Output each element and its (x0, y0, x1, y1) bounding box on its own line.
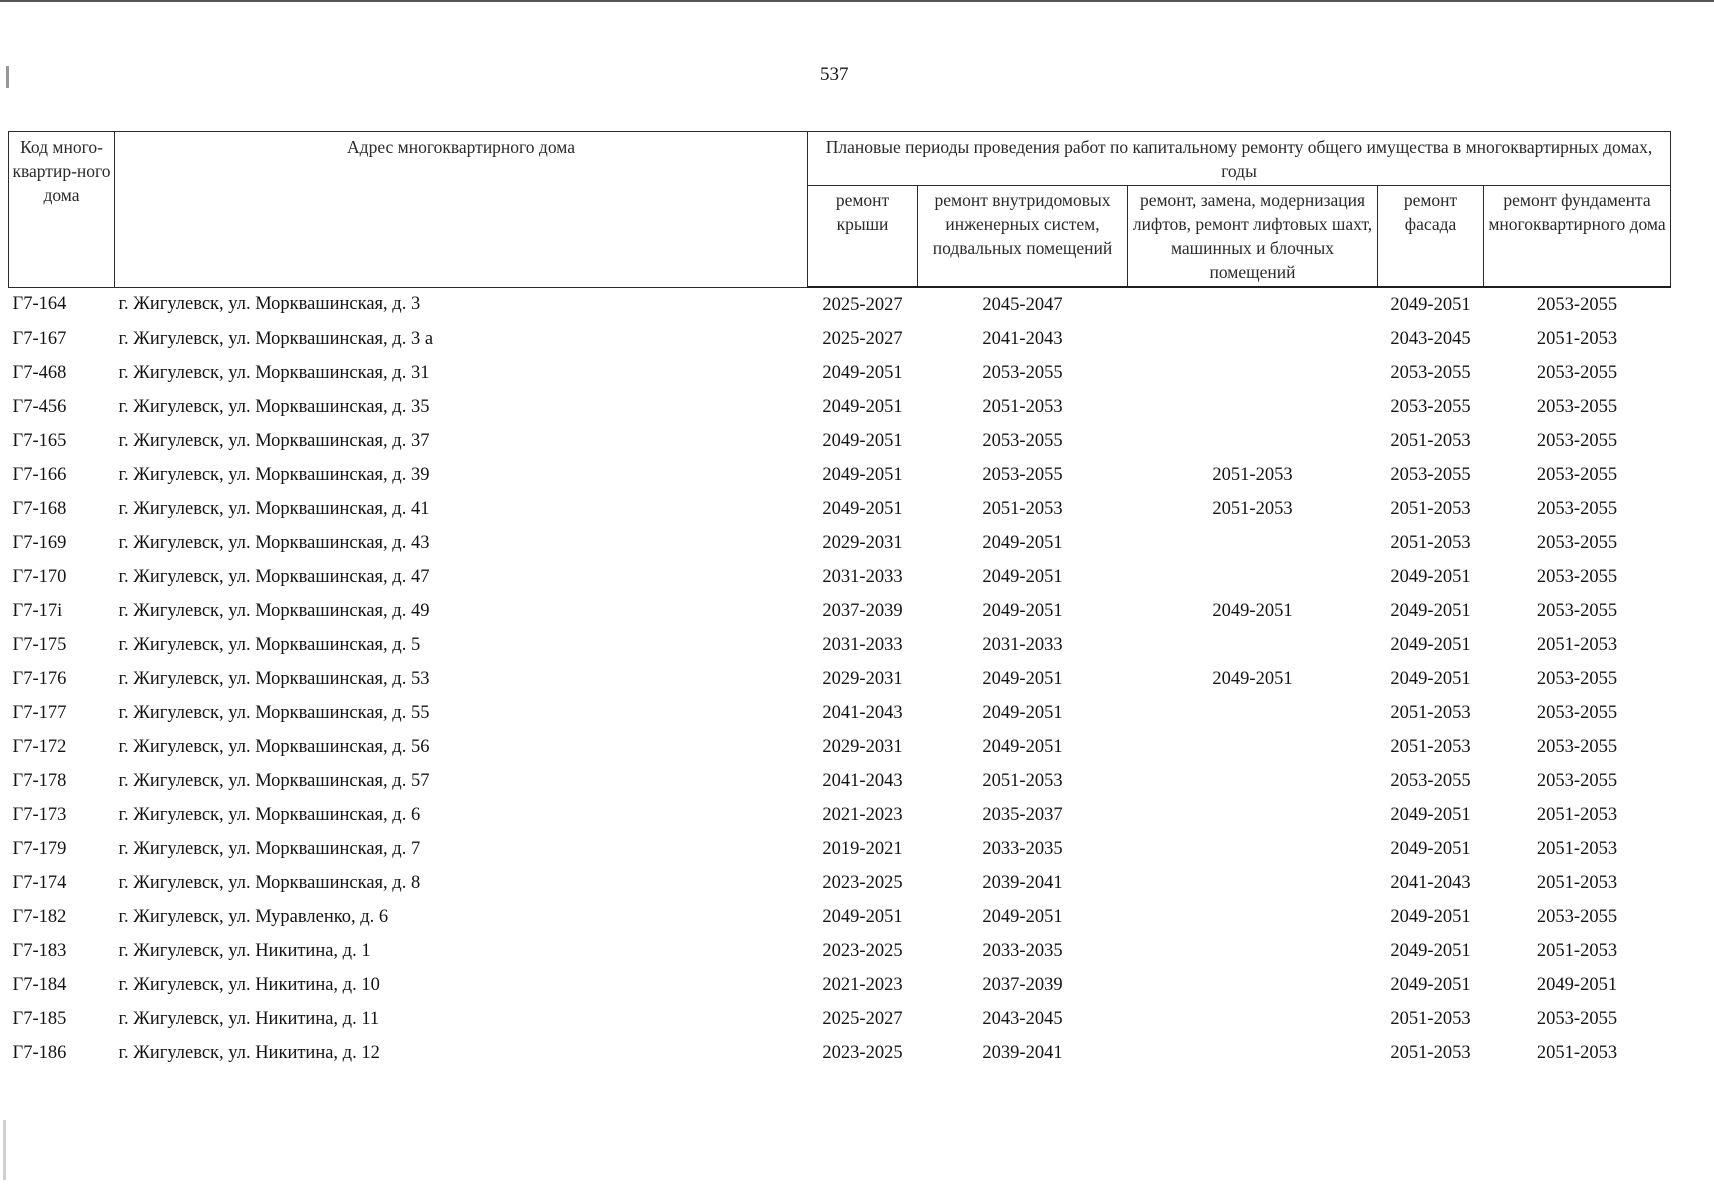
cell-address: г. Жигулевск, ул. Морквашинская, д. 49 (118, 600, 430, 621)
cell-systems: 2049-2051 (982, 736, 1063, 757)
cell-lifts (1128, 322, 1378, 356)
cell-address: г. Жигулевск, ул. Морквашинская, д. 43 (118, 532, 430, 553)
cell-lifts (1128, 798, 1378, 832)
cell-code: Г7-169 (12, 532, 67, 553)
cell-facade: 2049-2051 (1390, 906, 1471, 927)
cell-roof: 2031-2033 (822, 634, 903, 655)
cell-foundation: 2053-2055 (1536, 770, 1618, 791)
cell-roof: 2025-2027 (822, 294, 903, 315)
cell-roof: 2025-2027 (822, 328, 903, 349)
cell-systems: 2037-2039 (982, 974, 1063, 995)
cell-roof: 2029-2031 (822, 736, 903, 757)
cell-address: г. Жигулевск, ул. Морквашинская, д. 31 (118, 362, 430, 383)
cell-code: Г7-165 (12, 430, 67, 451)
cell-facade: 2049-2051 (1390, 940, 1471, 961)
cell-foundation: 2053-2055 (1536, 498, 1618, 519)
cell-address: г. Жигулевск, ул. Никитина, д. 10 (118, 974, 380, 995)
cell-facade: 2041-2043 (1390, 872, 1471, 893)
cell-foundation: 2053-2055 (1536, 566, 1618, 587)
table-row (9, 390, 1671, 424)
cell-facade: 2049-2051 (1390, 566, 1471, 587)
cell-foundation: 2053-2055 (1536, 294, 1618, 315)
table-row (9, 287, 1671, 322)
cell-lifts: 2049-2051 (1212, 600, 1293, 621)
cell-foundation: 2053-2055 (1536, 362, 1618, 383)
cell-code: Г7-177 (12, 702, 67, 723)
table-row (9, 934, 1671, 968)
cell-address: г. Жигулевск, ул. Морквашинская, д. 35 (118, 396, 430, 417)
cell-lifts (1128, 390, 1378, 424)
header-lifts: ремонт, замена, модернизация лифтов, ремонт лифтовых шахт, машинных и блочных помещений (1128, 186, 1378, 288)
table-row (9, 492, 1671, 526)
cell-address: г. Жигулевск, ул. Морквашинская, д. 7 (118, 838, 421, 859)
top-rule (0, 0, 1714, 2)
cell-systems: 2049-2051 (982, 600, 1063, 621)
scan-speck (6, 66, 9, 88)
page-number: 537 (820, 64, 849, 85)
cell-lifts (1128, 1002, 1378, 1036)
cell-foundation: 2051-2053 (1536, 872, 1618, 893)
cell-roof: 2029-2031 (822, 532, 903, 553)
cell-facade: 2049-2051 (1390, 668, 1471, 689)
cell-code: Г7-170 (12, 566, 67, 587)
cell-roof: 2041-2043 (822, 770, 903, 791)
header-periods-group: Плановые периоды проведения работ по капитальному ремонту общего имущества в многоквартирных домах, годы (808, 132, 1671, 186)
table-row (9, 356, 1671, 390)
cell-roof: 2037-2039 (822, 600, 903, 621)
cell-systems: 2051-2053 (982, 498, 1063, 519)
cell-code: Г7-183 (12, 940, 67, 961)
cell-lifts: 2049-2051 (1212, 668, 1293, 689)
header-systems: ремонт внутридомовых инженерных систем, подвальных помещений (918, 186, 1128, 288)
cell-lifts (1128, 832, 1378, 866)
cell-facade: 2053-2055 (1390, 362, 1471, 383)
cell-lifts (1128, 424, 1378, 458)
cell-systems: 2051-2053 (982, 770, 1063, 791)
cell-foundation: 2053-2055 (1536, 668, 1618, 689)
cell-code: Г7-17i (12, 600, 63, 621)
cell-lifts (1128, 628, 1378, 662)
header-roof: ремонт крыши (808, 186, 918, 288)
table-row (9, 866, 1671, 900)
table-row (9, 594, 1671, 628)
cell-roof: 2029-2031 (822, 668, 903, 689)
cell-lifts (1128, 526, 1378, 560)
cell-facade: 2049-2051 (1390, 838, 1471, 859)
cell-address: г. Жигулевск, ул. Никитина, д. 1 (118, 940, 371, 961)
cell-code: Г7-182 (12, 906, 67, 927)
cell-facade: 2053-2055 (1390, 464, 1471, 485)
cell-code: Г7-175 (12, 634, 67, 655)
cell-foundation: 2053-2055 (1536, 464, 1618, 485)
cell-roof: 2041-2043 (822, 702, 903, 723)
cell-roof: 2049-2051 (822, 464, 903, 485)
cell-address: г. Жигулевск, ул. Морквашинская, д. 3 а (118, 328, 434, 349)
cell-facade: 2051-2053 (1390, 736, 1471, 757)
cell-address: г. Жигулевск, ул. Морквашинская, д. 47 (118, 566, 430, 587)
header-foundation: ремонт фундамента многоквартирного дома (1484, 186, 1671, 288)
cell-code: Г7-173 (12, 804, 67, 825)
cell-systems: 2035-2037 (982, 804, 1063, 825)
cell-lifts (1128, 764, 1378, 798)
cell-systems: 2031-2033 (982, 634, 1063, 655)
cell-foundation: 2053-2055 (1536, 430, 1618, 451)
cell-code: Г7-166 (12, 464, 67, 485)
cell-systems: 2049-2051 (982, 702, 1063, 723)
cell-lifts: 2051-2053 (1212, 498, 1293, 519)
cell-foundation: 2053-2055 (1536, 396, 1618, 417)
table-row (9, 900, 1671, 934)
cell-roof: 2049-2051 (822, 498, 903, 519)
capital-repair-table (8, 131, 1671, 1070)
header-code: Код много-квартир-ного дома (9, 132, 115, 288)
cell-facade: 2049-2051 (1390, 600, 1471, 621)
cell-roof: 2021-2023 (822, 974, 903, 995)
table-body (9, 287, 1671, 1070)
cell-systems: 2051-2053 (982, 396, 1063, 417)
cell-code: Г7-172 (12, 736, 67, 757)
table-row (9, 968, 1671, 1002)
cell-foundation: 2053-2055 (1536, 600, 1618, 621)
cell-foundation: 2051-2053 (1536, 1042, 1618, 1063)
cell-address: г. Жигулевск, ул. Морквашинская, д. 8 (118, 872, 421, 893)
cell-code: Г7-184 (12, 974, 67, 995)
cell-systems: 2053-2055 (982, 430, 1063, 451)
cell-foundation: 2053-2055 (1536, 1008, 1618, 1029)
cell-facade: 2049-2051 (1390, 634, 1471, 655)
header-address: Адрес многоквартирного дома (115, 132, 808, 288)
cell-lifts (1128, 968, 1378, 1002)
cell-roof: 2021-2023 (822, 804, 903, 825)
cell-address: г. Жигулевск, ул. Морквашинская, д. 53 (118, 668, 430, 689)
cell-roof: 2031-2033 (822, 566, 903, 587)
cell-foundation: 2049-2051 (1536, 974, 1618, 995)
cell-roof: 2049-2051 (822, 362, 903, 383)
table-header (9, 132, 1671, 288)
cell-systems: 2049-2051 (982, 906, 1063, 927)
table-row (9, 560, 1671, 594)
table-row (9, 322, 1671, 356)
table-row (9, 696, 1671, 730)
table-row (9, 526, 1671, 560)
table-row (9, 730, 1671, 764)
cell-code: Г7-178 (12, 770, 67, 791)
cell-facade: 2049-2051 (1390, 974, 1471, 995)
cell-lifts (1128, 730, 1378, 764)
cell-lifts (1128, 356, 1378, 390)
cell-foundation: 2051-2053 (1536, 940, 1618, 961)
cell-address: г. Жигулевск, ул. Никитина, д. 11 (118, 1008, 380, 1029)
cell-roof: 2023-2025 (822, 1042, 903, 1063)
cell-facade: 2051-2053 (1390, 702, 1471, 723)
cell-lifts (1128, 934, 1378, 968)
cell-address: г. Жигулевск, ул. Морквашинская, д. 5 (118, 634, 421, 655)
table-row (9, 458, 1671, 492)
cell-systems: 2033-2035 (982, 940, 1063, 961)
cell-roof: 2049-2051 (822, 396, 903, 417)
cell-address: г. Жигулевск, ул. Морквашинская, д. 3 (118, 294, 421, 315)
cell-systems: 2033-2035 (982, 838, 1063, 859)
cell-code: Г7-179 (12, 838, 67, 859)
cell-roof: 2023-2025 (822, 872, 903, 893)
cell-lifts (1128, 287, 1378, 322)
cell-address: г. Жигулевск, ул. Никитина, д. 12 (118, 1042, 380, 1063)
cell-systems: 2041-2043 (982, 328, 1063, 349)
cell-facade: 2053-2055 (1390, 770, 1471, 791)
cell-lifts (1128, 560, 1378, 594)
cell-facade: 2051-2053 (1390, 498, 1471, 519)
cell-facade: 2049-2051 (1390, 804, 1471, 825)
cell-facade: 2053-2055 (1390, 396, 1471, 417)
table-row (9, 1036, 1671, 1070)
cell-systems: 2053-2055 (982, 464, 1063, 485)
cell-address: г. Жигулевск, ул. Морквашинская, д. 37 (118, 430, 430, 451)
table-row (9, 832, 1671, 866)
cell-facade: 2051-2053 (1390, 1008, 1471, 1029)
cell-lifts (1128, 866, 1378, 900)
table-row (9, 662, 1671, 696)
cell-foundation: 2053-2055 (1536, 702, 1618, 723)
cell-address: г. Жигулевск, ул. Морквашинская, д. 55 (118, 702, 430, 723)
cell-facade: 2051-2053 (1390, 430, 1471, 451)
cell-foundation: 2051-2053 (1536, 838, 1618, 859)
cell-systems: 2053-2055 (982, 362, 1063, 383)
cell-code: Г7-164 (12, 294, 67, 315)
cell-systems: 2039-2041 (982, 1042, 1063, 1063)
cell-lifts (1128, 900, 1378, 934)
cell-systems: 2049-2051 (982, 566, 1063, 587)
cell-foundation: 2053-2055 (1536, 532, 1618, 553)
cell-lifts: 2051-2053 (1212, 464, 1293, 485)
cell-systems: 2045-2047 (982, 294, 1063, 315)
cell-address: г. Жигулевск, ул. Морквашинская, д. 57 (118, 770, 430, 791)
cell-code: Г7-456 (12, 396, 67, 417)
cell-facade: 2051-2053 (1390, 1042, 1471, 1063)
cell-foundation: 2051-2053 (1536, 804, 1618, 825)
cell-facade: 2043-2045 (1390, 328, 1471, 349)
cell-code: Г7-185 (12, 1008, 67, 1029)
scan-speck (3, 1120, 6, 1180)
cell-systems: 2049-2051 (982, 532, 1063, 553)
cell-roof: 2019-2021 (822, 838, 903, 859)
table-row (9, 798, 1671, 832)
cell-address: г. Жигулевск, ул. Муравленко, д. 6 (118, 906, 389, 927)
cell-foundation: 2051-2053 (1536, 328, 1618, 349)
cell-address: г. Жигулевск, ул. Морквашинская, д. 39 (118, 464, 430, 485)
table-row (9, 424, 1671, 458)
cell-roof: 2025-2027 (822, 1008, 903, 1029)
table-row (9, 628, 1671, 662)
cell-systems: 2049-2051 (982, 668, 1063, 689)
cell-address: г. Жигулевск, ул. Морквашинская, д. 56 (118, 736, 430, 757)
table-row (9, 764, 1671, 798)
cell-code: Г7-468 (12, 362, 67, 383)
cell-address: г. Жигулевск, ул. Морквашинская, д. 41 (118, 498, 430, 519)
cell-address: г. Жигулевск, ул. Морквашинская, д. 6 (118, 804, 421, 825)
cell-code: Г7-176 (12, 668, 67, 689)
cell-foundation: 2053-2055 (1536, 736, 1618, 757)
cell-systems: 2039-2041 (982, 872, 1063, 893)
cell-lifts (1128, 1036, 1378, 1070)
cell-roof: 2049-2051 (822, 430, 903, 451)
cell-facade: 2051-2053 (1390, 532, 1471, 553)
cell-roof: 2023-2025 (822, 940, 903, 961)
cell-lifts (1128, 696, 1378, 730)
header-facade: ремонт фасада (1378, 186, 1484, 288)
cell-code: Г7-186 (12, 1042, 67, 1063)
cell-roof: 2049-2051 (822, 906, 903, 927)
cell-foundation: 2051-2053 (1536, 634, 1618, 655)
cell-code: Г7-174 (12, 872, 67, 893)
cell-foundation: 2053-2055 (1536, 906, 1618, 927)
cell-code: Г7-168 (12, 498, 67, 519)
cell-facade: 2049-2051 (1390, 294, 1471, 315)
cell-systems: 2043-2045 (982, 1008, 1063, 1029)
cell-code: Г7-167 (12, 328, 67, 349)
table-row (9, 1002, 1671, 1036)
